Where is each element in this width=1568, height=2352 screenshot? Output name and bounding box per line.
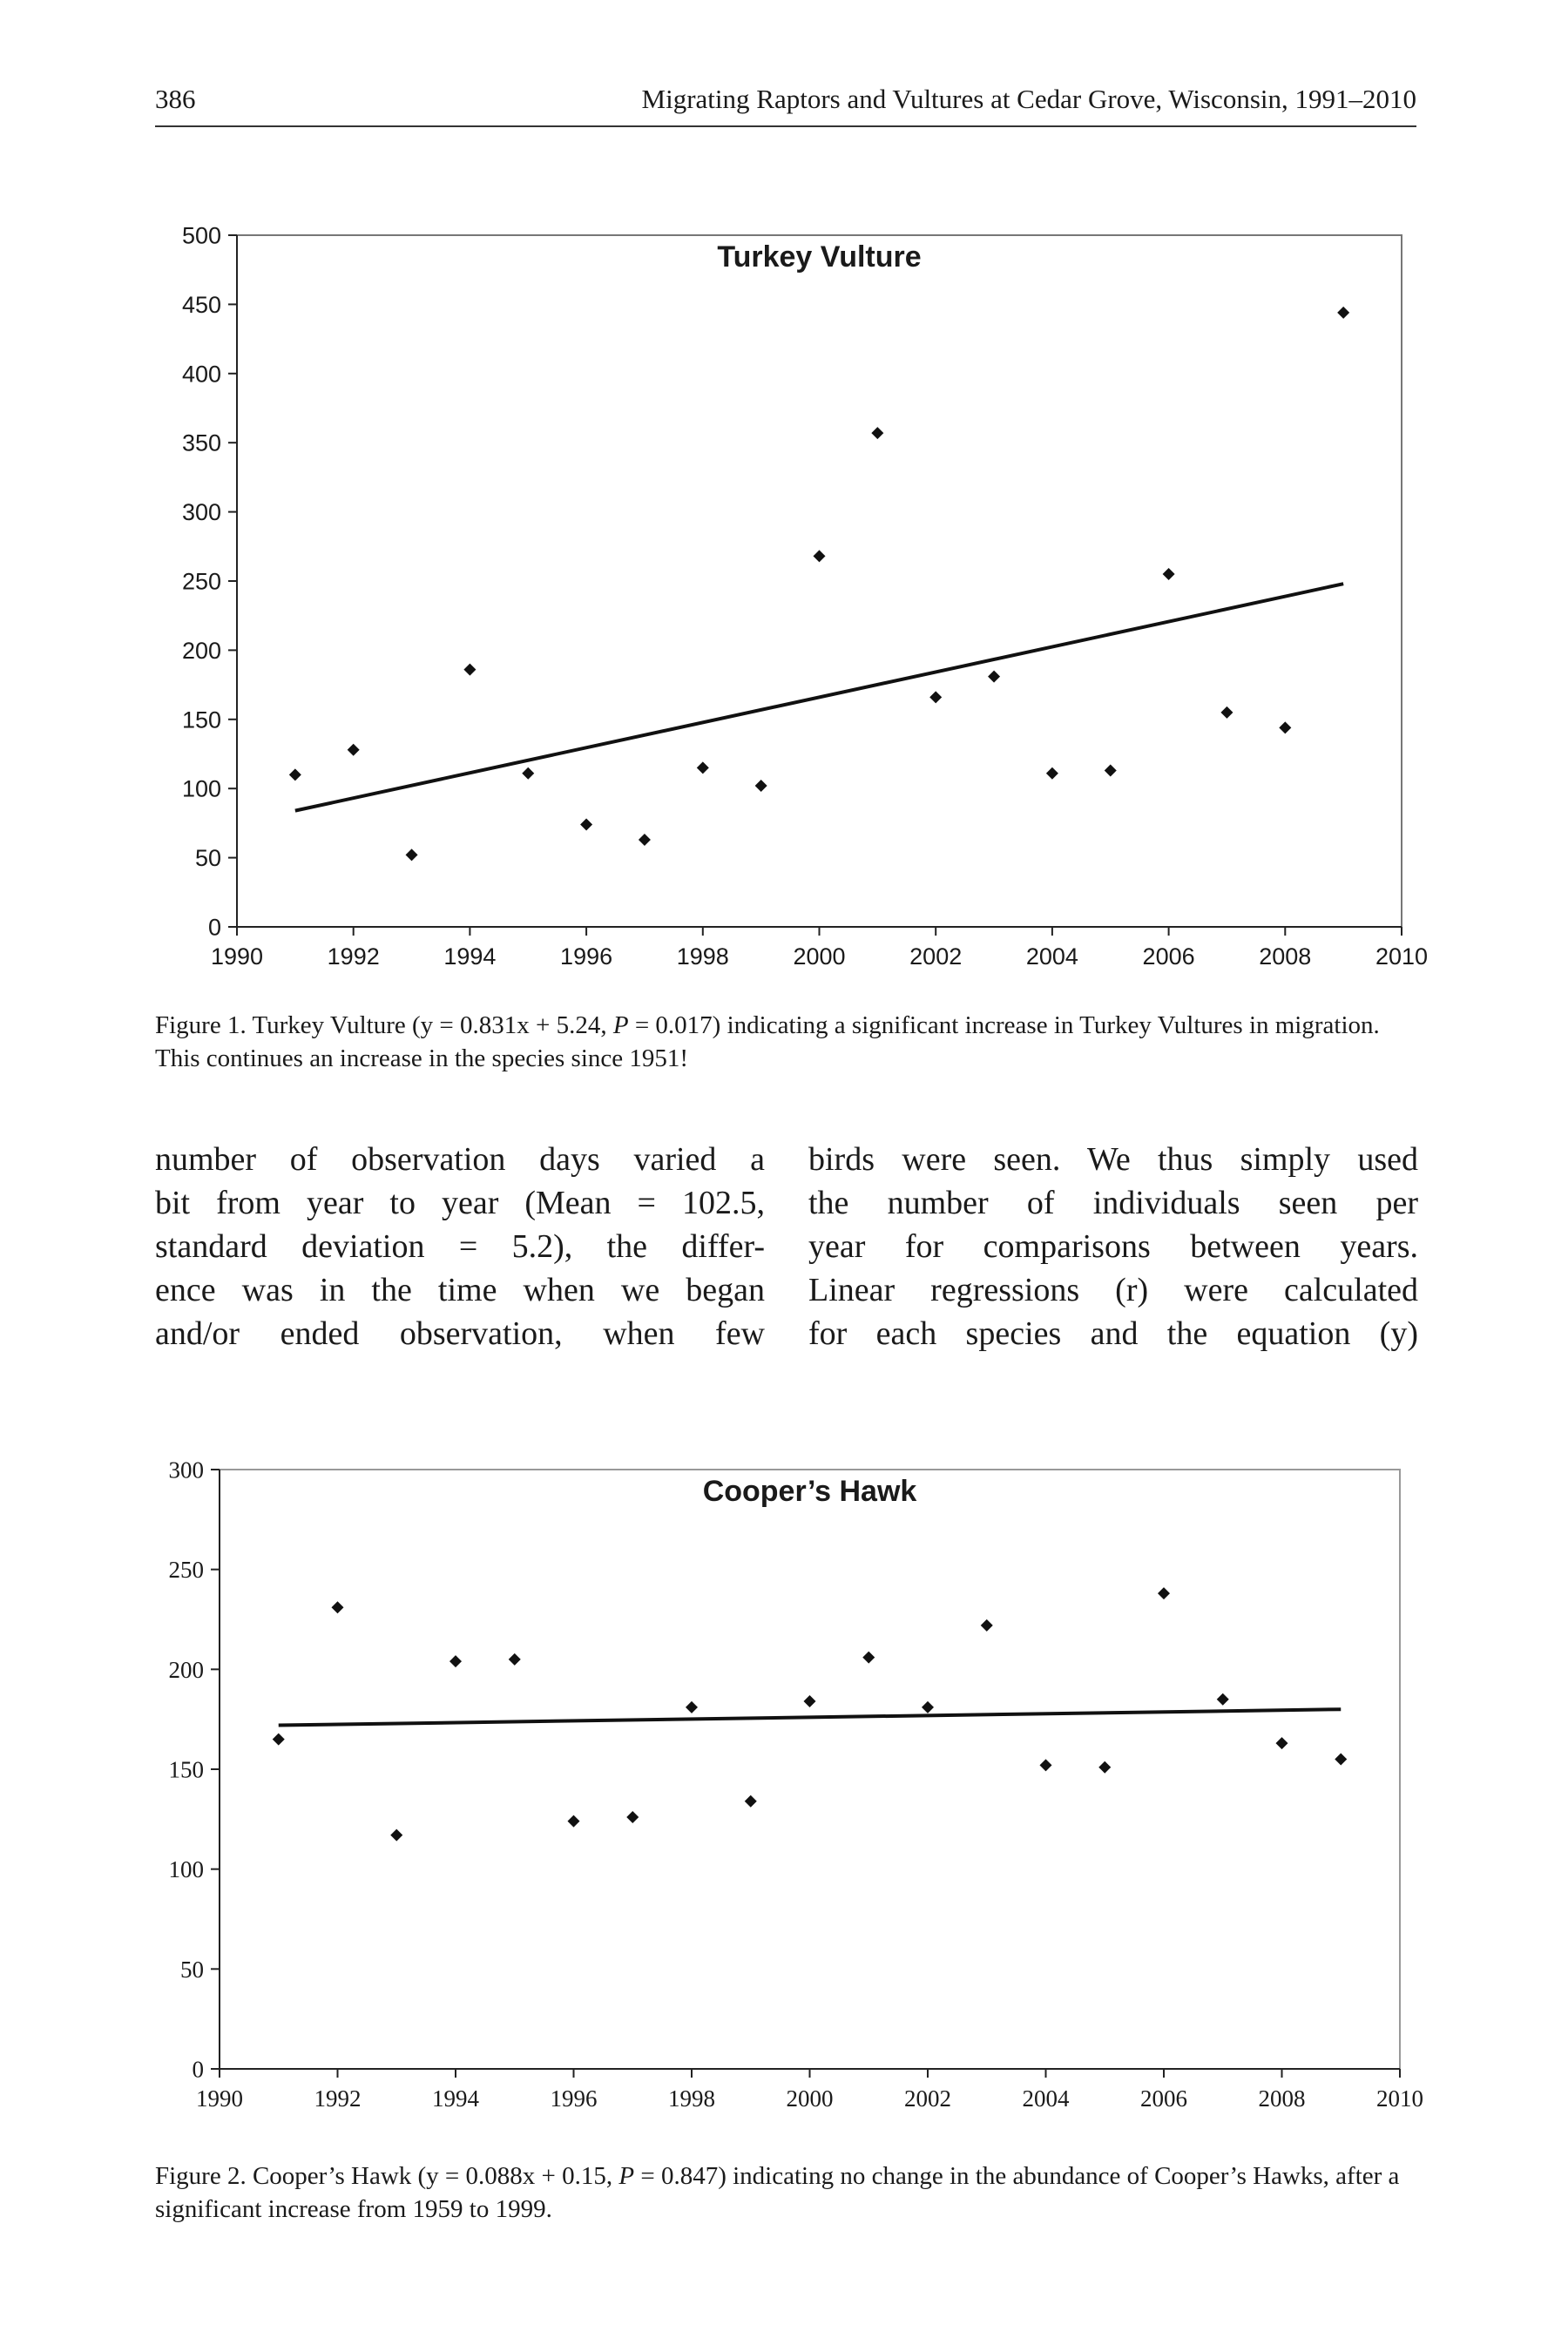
x-tick-label: 1994: [432, 2085, 479, 2112]
trend-line: [279, 1709, 1342, 1725]
body-line: standard deviation = 5.2), the differ-: [155, 1228, 765, 1265]
data-point: [626, 1811, 639, 1823]
data-point: [568, 1815, 580, 1828]
y-tick-label: 100: [168, 1856, 204, 1883]
x-tick-label: 1990: [196, 2085, 243, 2112]
data-point: [1040, 1759, 1052, 1771]
data-point: [509, 1653, 521, 1666]
y-tick-label: 50: [180, 1956, 204, 1983]
x-tick-label: 2008: [1259, 943, 1312, 970]
x-tick-label: 2010: [1376, 2085, 1423, 2112]
figure-1-caption-suffix: = 0.017) indicating a significant increase in Turkey Vultures in migration. This continues an increase in the species since 1951!: [155, 1011, 1380, 1072]
data-point: [804, 1695, 816, 1707]
x-tick-label: 1996: [560, 943, 613, 970]
x-tick-label: 2010: [1375, 943, 1429, 970]
x-tick-label: 1992: [314, 2085, 362, 2112]
data-point: [1335, 1754, 1347, 1766]
y-tick-label: 150: [181, 706, 221, 733]
x-tick-label: 1998: [668, 2085, 715, 2112]
y-tick-label: 200: [181, 637, 221, 664]
data-point: [981, 1619, 993, 1632]
y-tick-label: 300: [168, 1456, 204, 1484]
x-tick-label: 2002: [904, 2085, 951, 2112]
body-line: and/or ended observation, when few: [155, 1315, 765, 1352]
x-tick-label: 2004: [1025, 943, 1078, 970]
page-number: 386: [155, 84, 196, 114]
x-tick-label: 1994: [443, 943, 497, 970]
body-line: for each species and the equation (y): [808, 1315, 1418, 1352]
y-tick-label: 450: [181, 291, 221, 318]
y-tick-label: 50: [194, 845, 221, 872]
figure-1-caption-prefix: Figure 1. Turkey Vulture (y = 0.831x + 5.24,: [155, 1011, 613, 1039]
data-point: [449, 1655, 462, 1667]
y-tick-label: 0: [207, 914, 221, 941]
data-point: [862, 1652, 875, 1664]
data-point: [390, 1829, 402, 1842]
x-tick-label: 2006: [1142, 943, 1195, 970]
x-tick-label: 1992: [327, 943, 380, 970]
body-line: ence was in the time when we began: [155, 1272, 765, 1308]
chart-title: Turkey Vulture: [717, 240, 922, 274]
x-tick-label: 2004: [1022, 2085, 1070, 2112]
x-tick-label: 1996: [550, 2085, 598, 2112]
data-point: [1098, 1761, 1111, 1774]
data-point: [745, 1795, 757, 1808]
figure-2-caption: [155, 2159, 1418, 2226]
figure-2-caption-p: P: [618, 2162, 635, 2190]
y-tick-label: 300: [181, 499, 221, 526]
figure-2-caption-prefix: Figure 2. Cooper’s Hawk (y = 0.088x + 0.15,: [155, 2162, 619, 2190]
x-tick-label: 2006: [1140, 2085, 1187, 2112]
data-point: [686, 1701, 698, 1713]
data-point: [1217, 1693, 1229, 1706]
data-point: [1158, 1587, 1170, 1599]
body-line: the number of individuals seen per: [808, 1185, 1418, 1221]
body-line: number of observation days varied a: [155, 1141, 765, 1178]
x-tick-label: 2000: [793, 943, 846, 970]
x-tick-label: 1998: [676, 943, 729, 970]
data-point: [273, 1734, 285, 1746]
data-point: [332, 1601, 344, 1613]
y-tick-label: 150: [168, 1756, 204, 1783]
x-tick-label: 2008: [1258, 2085, 1306, 2112]
y-tick-label: 0: [192, 2056, 204, 2083]
y-tick-label: 350: [181, 429, 221, 456]
running-title: Migrating Raptors and Vultures at Cedar Grove, Wisconsin, 1991–2010: [641, 84, 1416, 114]
y-tick-label: 250: [181, 568, 221, 595]
body-line: birds were seen. We thus simply used: [808, 1141, 1418, 1178]
plot-frame: [220, 1470, 1400, 2069]
body-line: year for comparisons between years.: [808, 1228, 1418, 1265]
chart-title: Cooper’s Hawk: [702, 1475, 917, 1508]
y-tick-label: 400: [181, 361, 221, 388]
data-point: [1276, 1737, 1288, 1749]
y-tick-label: 100: [181, 775, 221, 802]
y-tick-label: 250: [168, 1557, 204, 1584]
figure-1-caption-p: P: [612, 1011, 629, 1039]
x-tick-label: 2000: [786, 2085, 834, 2112]
x-tick-label: 2002: [909, 943, 963, 970]
body-line: bit from year to year (Mean = 102.5,: [155, 1185, 765, 1221]
body-line: Linear regressions (r) were calculated: [808, 1272, 1418, 1308]
data-point: [922, 1701, 934, 1713]
x-tick-label: 1990: [210, 943, 264, 970]
figure-2-caption-suffix: = 0.847) indicating no change in the abundance of Cooper’s Hawks, after a significant increase from 1959 to 1999.: [155, 2162, 1400, 2223]
y-tick-label: 200: [168, 1656, 204, 1683]
y-tick-label: 500: [181, 222, 221, 249]
